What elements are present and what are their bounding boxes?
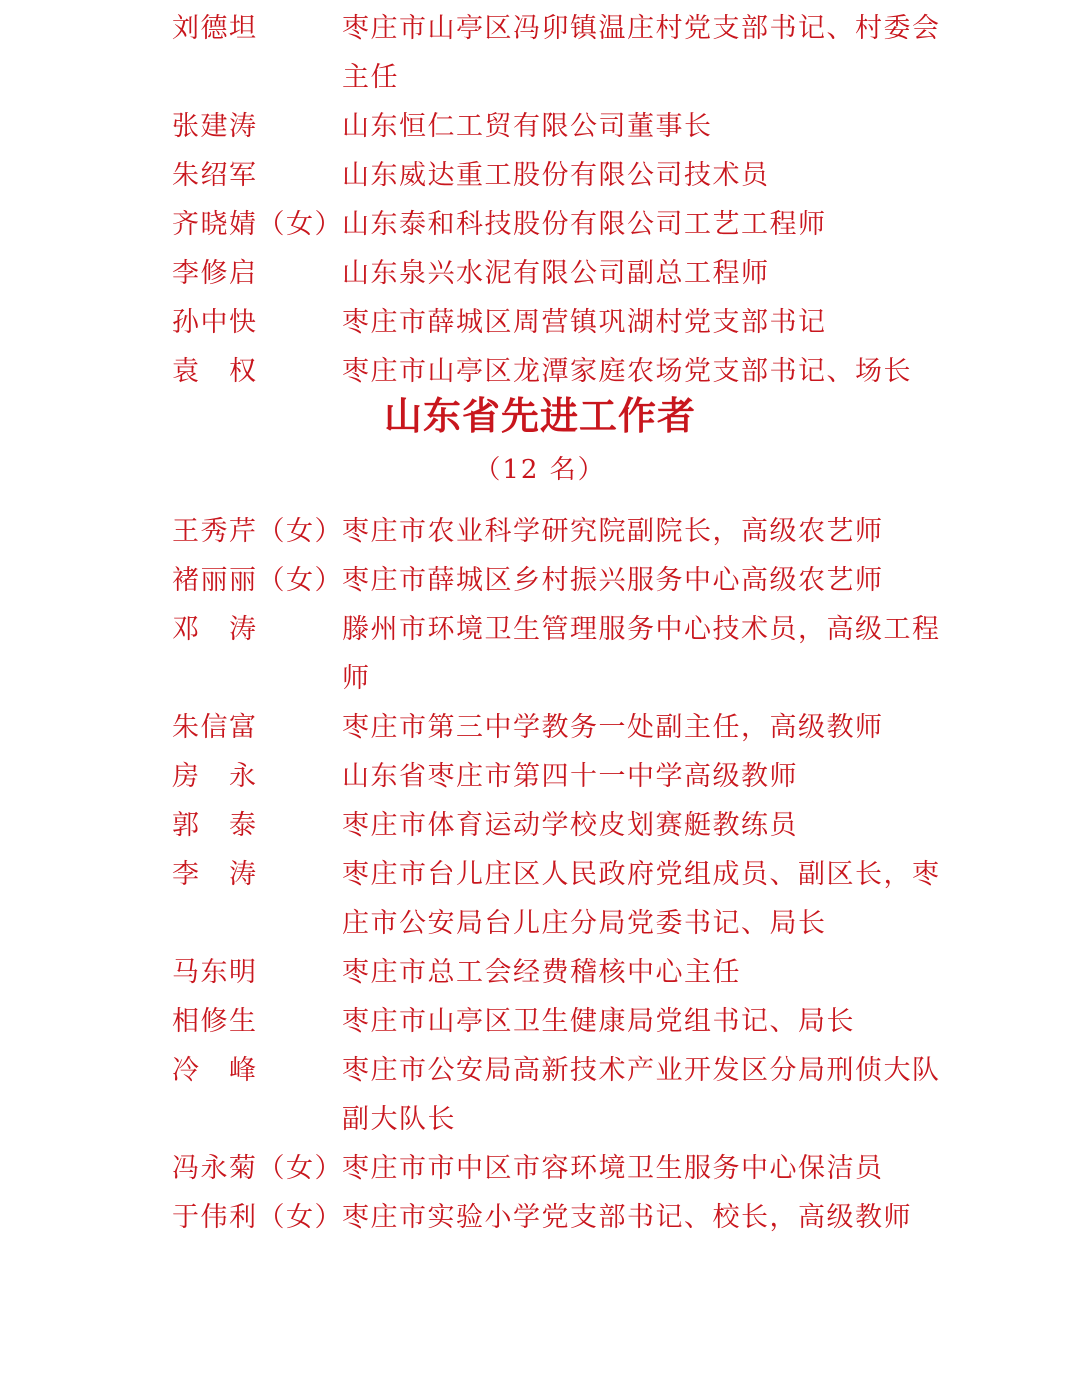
honoree-name: 王秀芹（女） [172,516,343,547]
section-count: （12 名） [474,455,606,485]
honoree-title: 枣庄市第三中学教务一处副主任，高级教师 [342,712,884,743]
honoree-title: 枣庄市农业科学研究院副院长，高级农艺师 [342,516,884,547]
list-item [172,850,952,948]
list-item [172,200,952,249]
list-item [172,997,952,1046]
top-honoree-list [172,4,952,396]
list-item [172,1144,952,1193]
section-title: 山东省先进工作者 [383,393,696,438]
list-item [172,948,952,997]
list-item [172,298,952,347]
honoree-name: 马东明 [172,957,258,988]
list-item [172,752,952,801]
honoree-title: 枣庄市山亭区龙潭家庭农场党支部书记、场长 [342,356,912,387]
honoree-name: 孙中快 [172,307,258,338]
list-item [172,1046,952,1144]
honoree-name: 邓 涛 [172,614,258,645]
list-item [172,703,952,752]
honoree-title: 枣庄市薛城区乡村振兴服务中心高级农艺师 [342,565,884,596]
honoree-title: 山东省枣庄市第四十一中学高级教师 [342,761,798,792]
honoree-title: 枣庄市市中区市容环境卫生服务中心保洁员 [342,1153,884,1184]
honoree-title: 枣庄市体育运动学校皮划赛艇教练员 [342,810,798,841]
honoree-title: 枣庄市总工会经费稽核中心主任 [342,957,741,988]
honoree-title: 枣庄市实验小学党支部书记、校长，高级教师 [342,1202,912,1233]
honoree-name: 朱信富 [172,712,258,743]
list-item [172,102,952,151]
list-item [172,507,952,556]
honoree-name: 李修启 [172,258,258,289]
list-item [172,151,952,200]
honoree-name: 褚丽丽（女） [172,565,343,596]
honoree-name: 张建涛 [172,111,258,142]
honoree-name: 冯永菊（女） [172,1153,343,1184]
advanced-worker-list [172,507,952,1242]
honoree-title: 枣庄市山亭区卫生健康局党组书记、局长 [342,1006,855,1037]
honoree-title: 枣庄市薛城区周营镇巩湖村党支部书记 [342,307,827,338]
honoree-name: 李 涛 [172,859,258,890]
honoree-name: 于伟利（女） [172,1202,343,1233]
honoree-name: 郭 泰 [172,810,258,841]
list-item [172,801,952,850]
list-item [172,605,952,703]
honoree-title: 山东泉兴水泥有限公司副总工程师 [342,258,770,289]
honoree-name: 朱绍军 [172,160,258,191]
honoree-title: 山东恒仁工贸有限公司董事长 [342,111,713,142]
honoree-name: 房 永 [172,761,258,792]
list-item [172,4,952,102]
honoree-name: 袁 权 [172,356,258,387]
honoree-title: 枣庄市山亭区冯卯镇温庄村党支部书记、村委会主任 [342,13,941,93]
list-item [172,556,952,605]
list-item [172,1193,952,1242]
honoree-title: 山东威达重工股份有限公司技术员 [342,160,770,191]
honoree-name: 冷 峰 [172,1055,258,1086]
honoree-name: 相修生 [172,1006,258,1037]
list-item [172,249,952,298]
honoree-title: 枣庄市公安局高新技术产业开发区分局刑侦大队副大队长 [342,1055,941,1135]
honoree-title: 枣庄市台儿庄区人民政府党组成员、副区长，枣庄市公安局台儿庄分局党委书记、局长 [342,859,941,939]
honoree-title: 山东泰和科技股份有限公司工艺工程师 [342,209,827,240]
honoree-name: 齐晓婧（女） [172,209,343,240]
honoree-title: 滕州市环境卫生管理服务中心技术员，高级工程师 [342,614,941,694]
honoree-name: 刘德坦 [172,13,258,44]
